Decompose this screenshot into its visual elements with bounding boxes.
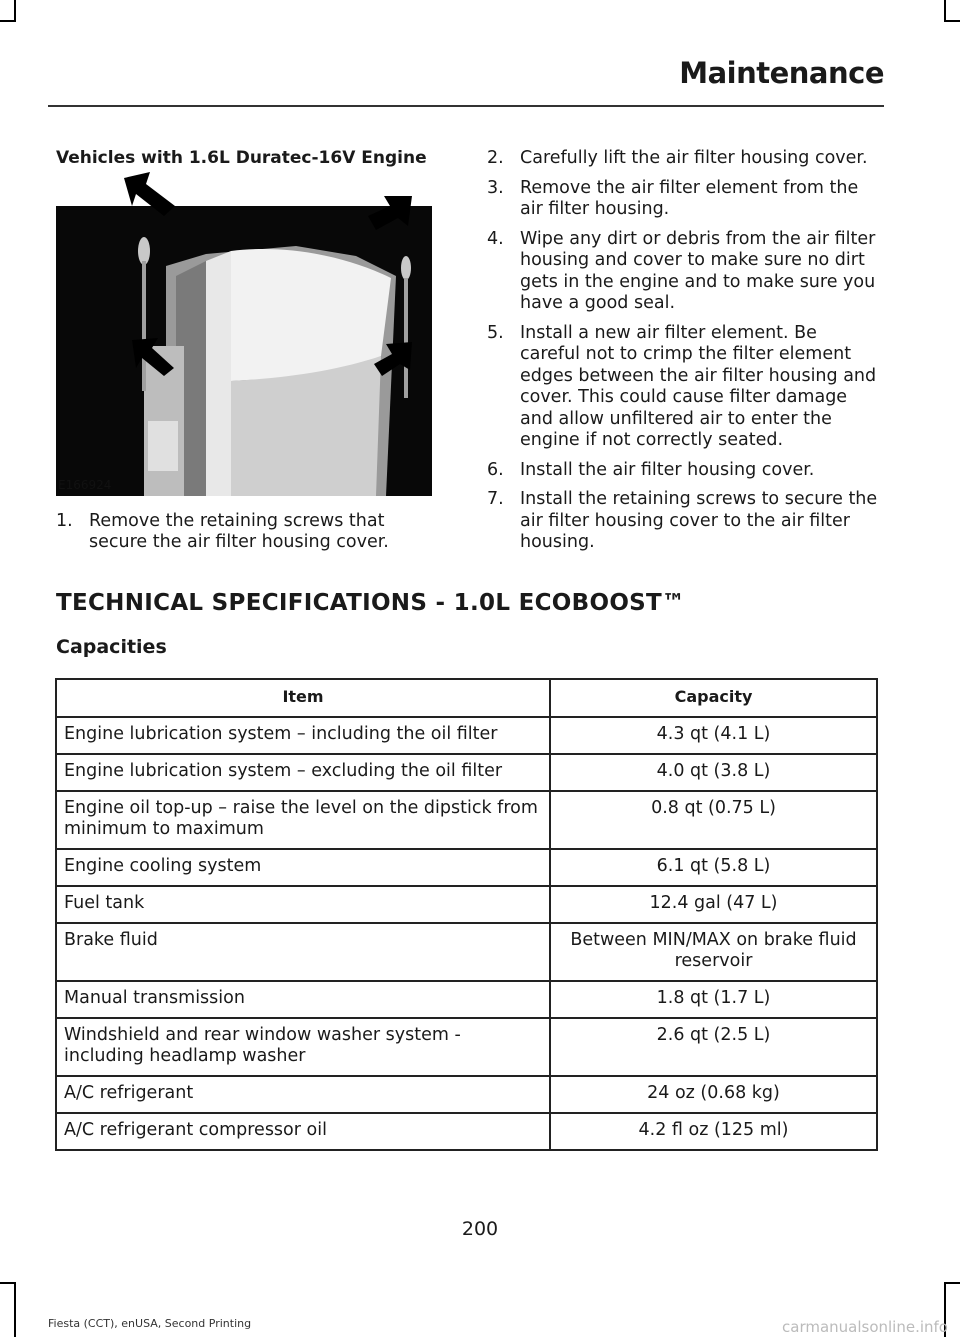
step-text: Install a new air filter element. Be careful not to crimp the filter element edges between the air filter housing and cover. This could cause filter damage and allow unfiltered air to enter the engine if not correctly seated. [520,322,877,450]
table-row [56,849,877,886]
step-text: Install the retaining screws to secure the air filter housing cover to the air filter housing. [520,489,878,552]
step-number: 1. [56,511,73,531]
list-item [487,178,882,221]
left-steps [56,511,436,561]
item-cell: Engine lubrication system – excluding the oil filter [56,754,550,791]
capacity-cell: 2.6 qt (2.5 L) [550,1018,877,1076]
list-item [487,229,882,315]
list-item [487,323,882,452]
pointer-arrow-icon [128,334,178,380]
crop-mark [944,0,946,22]
watermark: carmanualsonline.info [782,1318,948,1336]
capacity-cell: 4.3 qt (4.1 L) [550,717,877,754]
step-number: 4. [487,228,504,249]
table-row [56,717,877,754]
crop-mark [14,0,16,22]
list-item [487,148,882,170]
engine-subheading: Vehicles with 1.6L Duratec-16V Engine [56,148,427,168]
list-item [487,489,882,554]
step-text: Remove the air filter element from the air filter housing. [520,177,859,219]
capacity-cell: 0.8 qt (0.75 L) [550,791,877,849]
item-cell: Windshield and rear window washer system - including headlamp washer [56,1018,550,1076]
list-item [487,460,882,482]
figure-label: E166924 [58,478,112,492]
page-number: 200 [461,1218,499,1240]
step-text: Wipe any dirt or debris from the air filter housing and cover to make sure no dirt gets in the engine and to make sure you have a good seal. [520,228,876,313]
table-row [56,1113,877,1150]
capacity-cell: 1.8 qt (1.7 L) [550,981,877,1018]
item-cell: Engine lubrication system – including the oil filter [56,717,550,754]
capacity-cell: 12.4 gal (47 L) [550,886,877,923]
step-number: 7. [487,489,504,509]
crop-mark [944,1282,960,1284]
table-row [56,886,877,923]
list-item [56,511,436,553]
step-number: 2. [487,148,504,168]
table-header-row [56,679,877,717]
crop-mark [944,20,960,22]
capacity-cell: 24 oz (0.68 kg) [550,1076,877,1113]
capacities-table [55,678,878,1151]
capacity-cell: 4.2 fl oz (125 ml) [550,1113,877,1150]
item-cell: A/C refrigerant [56,1076,550,1113]
step-text: Remove the retaining screws that secure the air filter housing cover. [89,511,389,552]
item-cell: Brake fluid [56,923,550,981]
capacity-cell: 6.1 qt (5.8 L) [550,849,877,886]
column-header-capacity: Capacity [550,679,877,717]
column-header-item: Item [56,679,550,717]
item-cell: A/C refrigerant compressor oil [56,1113,550,1150]
page-title: Maintenance [679,56,884,90]
item-cell: Engine cooling system [56,849,550,886]
step-text: Carefully lift the air filter housing cover. [520,148,868,168]
section-subtitle: Capacities [56,636,167,658]
table-row [56,1076,877,1113]
table-row [56,754,877,791]
capacity-cell: 4.0 qt (3.8 L) [550,754,877,791]
pointer-arrow-icon [120,170,180,218]
item-cell: Engine oil top-up – raise the level on the dipstick from minimum to maximum [56,791,550,849]
table-row [56,923,877,981]
header-divider [48,105,884,107]
table-row [56,1018,877,1076]
footer-text: Fiesta (CCT), enUSA, Second Printing [48,1317,252,1330]
capacity-cell: Between MIN/MAX on brake fluid reservoir [550,923,877,981]
item-cell: Manual transmission [56,981,550,1018]
step-number: 6. [487,459,504,480]
section-title: TECHNICAL SPECIFICATIONS - 1.0L ECOBOOST™ [56,590,686,616]
table-row [56,981,877,1018]
pointer-arrow-icon [364,186,416,234]
step-text: Install the air filter housing cover. [520,459,815,480]
crop-mark [14,1282,16,1337]
right-steps [487,148,882,562]
crop-mark [0,1282,16,1284]
crop-mark [0,20,16,22]
pointer-arrow-icon [370,334,416,378]
table-row [56,791,877,849]
step-number: 3. [487,177,504,198]
step-number: 5. [487,322,504,343]
item-cell: Fuel tank [56,886,550,923]
